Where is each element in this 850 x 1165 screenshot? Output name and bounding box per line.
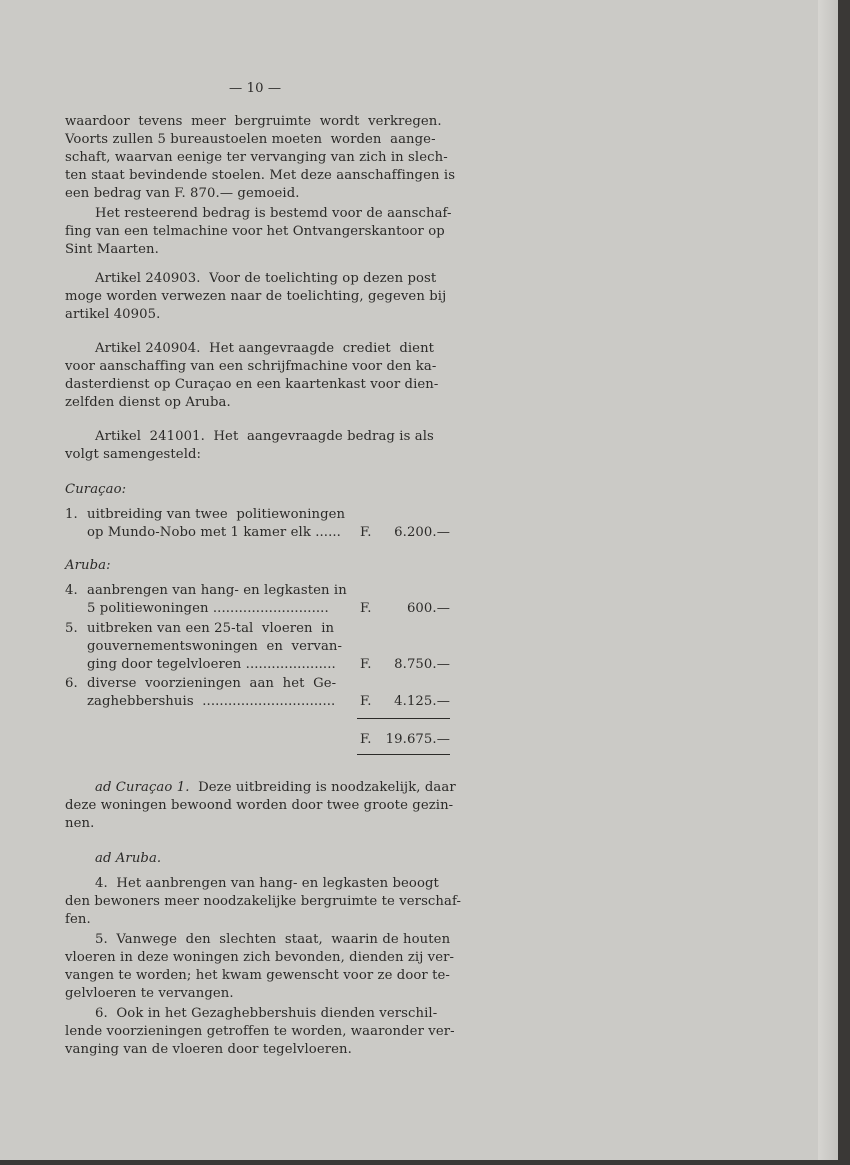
art240903-line1: Artikel 240903. Voor de toelichting op dezen post [95,271,437,286]
note5-line1: 5. Vanwege den slechten staat, waarin de houten [95,932,451,947]
art240903-line2: moge worden verwezen naar de toelichting, gegeven bij [65,289,447,304]
para2-line2: fing van een telmachine voor het Ontvangerskantoor op [65,224,445,239]
note5-line3: vangen te worden; het kwam gewenscht voor ze door te- [65,968,450,983]
item-text: gouvernementswoningen en vervan- [87,639,343,654]
item-number: 4. [65,583,78,598]
currency-label: F. [360,525,372,540]
item-number: 6. [65,676,78,691]
item-number: 1. [65,507,78,522]
note6-line2: lende voorzieningen getroffen te worden, waaronder ver- [65,1024,455,1039]
item-text: diverse voorzieningen aan het Ge- [87,676,337,691]
art240904-line2: voor aanschaffing van een schrijfmachine voor den ka- [65,359,437,374]
ad-aruba-heading: ad Aruba. [95,851,162,866]
art241001-line1: Artikel 241001. Het aangevraagde bedrag is als [95,429,434,444]
para1-line3: schaft, waarvan eenige ter vervanging van zich in slech- [65,150,448,165]
page-edge [818,0,838,1160]
note6-line3: vanging van de vloeren door tegelvloeren. [65,1042,352,1057]
note5-line4: gelvloeren te vervangen. [65,986,234,1001]
ad-curacao-line1 [95,779,456,797]
ad-curacao-label: ad Curaçao 1. [95,780,190,795]
art240903-line3: artikel 40905. [65,307,161,322]
ad-curacao-line3: nen. [65,816,95,831]
page-number: — 10 — [229,81,282,96]
art240904-line1: Artikel 240904. Het aangevraagde crediet dient [95,341,435,356]
art240904-line3: dasterdienst op Curaçao en een kaartenkast voor dien- [65,377,439,392]
amount: 4.125.— [394,694,450,709]
currency-label: F. [360,694,372,709]
section-heading-curacao: Curaçao: [65,482,127,497]
para1-line1: waardoor tevens meer bergruimte wordt verkregen. [65,114,442,129]
total-currency-label: F. [360,732,372,747]
sum-rule-bottom [357,754,450,755]
para2-line3: Sint Maarten. [65,242,159,257]
ad-curacao-line2: deze woningen bewoond worden door twee groote gezin- [65,798,454,813]
note6-line1: 6. Ook in het Gezaghebbershuis dienden verschil- [95,1006,438,1021]
item-text: op Mundo-Nobo met 1 kamer elk ...... [87,525,341,540]
amount: 600.— [406,601,450,616]
currency-label: F. [360,601,372,616]
art241001-line2: volgt samengesteld: [65,447,202,462]
art240904-line4: zelfden dienst op Aruba. [65,395,231,410]
note4-line2: den bewoners meer noodzakelijke bergruimte te verschaf- [65,894,462,909]
total-amount: 19.675.— [385,732,450,747]
item-text: 5 politiewoningen ........................... [87,601,329,616]
note5-line2: vloeren in deze woningen zich bevonden, dienden zij ver- [65,950,455,965]
sum-rule-top [357,718,450,719]
section-heading-aruba: Aruba: [65,558,111,573]
currency-label: F. [360,657,372,672]
amount: 8.750.— [394,657,450,672]
ad-curacao-text: Deze uitbreiding is noodzakelijk, daar [189,780,456,795]
para1-line2: Voorts zullen 5 bureaustoelen moeten worden aange- [65,132,436,147]
item-text: aanbrengen van hang- en legkasten in [87,583,347,598]
note4-line3: fen. [65,912,91,927]
item-text: uitbreiding van twee politiewoningen [87,507,346,522]
note4-line1: 4. Het aanbrengen van hang- en legkasten beoogt [95,876,439,891]
para1-line4: ten staat bevindende stoelen. Met deze aanschaffingen is [65,168,456,183]
item-text: zaghebbershuis ............................... [87,694,336,709]
item-text: uitbreken van een 25-tal vloeren in [87,621,335,636]
item-number: 5. [65,621,78,636]
para2-line1: Het resteerend bedrag is bestemd voor de aanschaf- [95,206,452,221]
para1-line5: een bedrag van F. 870.— gemoeid. [65,186,300,201]
item-text: ging door tegelvloeren ..................... [87,657,336,672]
amount: 6.200.— [394,525,450,540]
